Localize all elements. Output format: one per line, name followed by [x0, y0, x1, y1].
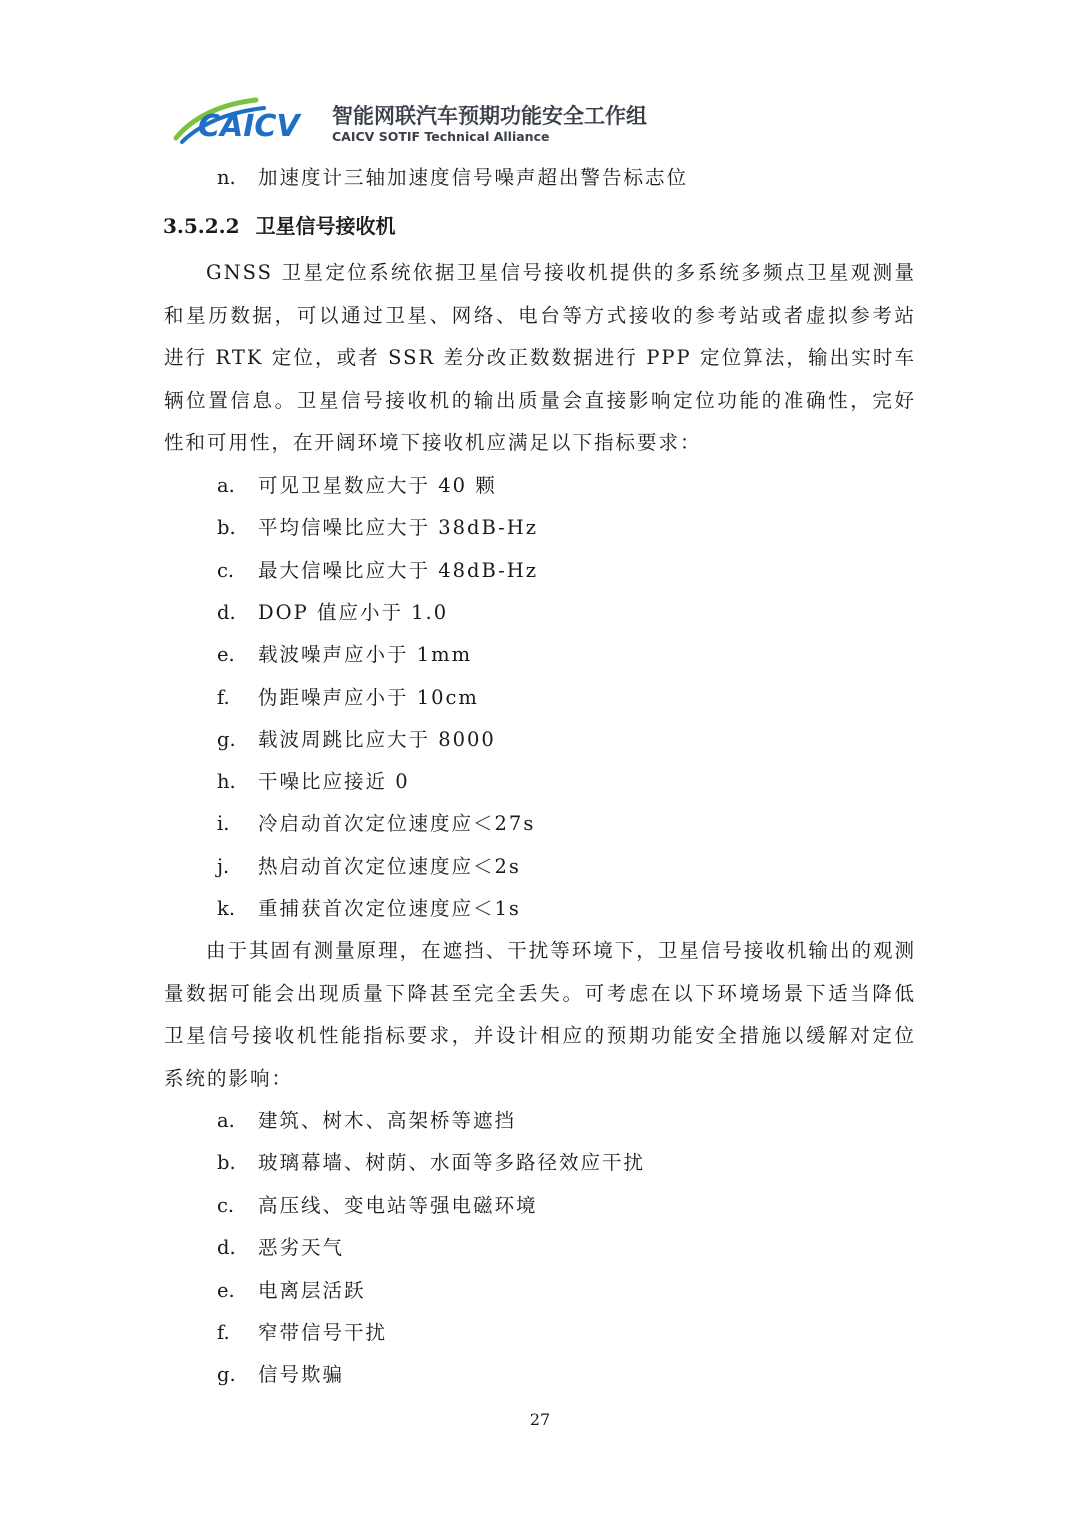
- list-item-text: DOP 值应小于 1.0: [258, 601, 449, 624]
- list-item-letter: k.: [217, 897, 236, 920]
- list-item-letter: n.: [217, 166, 236, 189]
- list-item-text: 冷启动首次定位速度应＜27s: [258, 812, 536, 835]
- list-item-letter: b.: [217, 1151, 236, 1174]
- list-item-text: 干噪比应接近 0: [258, 770, 410, 793]
- list-item-letter: i.: [217, 812, 230, 835]
- caicv-logo: [172, 92, 324, 148]
- paragraph-intro: [164, 252, 916, 465]
- list-item-text: 伪距噪声应小于 10cm: [258, 686, 479, 709]
- list-item-letter: c.: [217, 1194, 235, 1217]
- list-item-text: 玻璃幕墙、树荫、水面等多路径效应干扰: [258, 1151, 646, 1174]
- section-number: 3.5.2.2: [163, 214, 240, 238]
- org-name-cn: 智能网联汽车预期功能安全工作组: [332, 104, 647, 128]
- list-item-text: 窄带信号干扰: [258, 1321, 388, 1344]
- paragraph-environment-text: 由于其固有测量原理，在遮挡、干扰等环境下，卫星信号接收机输出的观测量数据可能会出现质量下降甚至完全丢失。可考虑在以下环境场景下适当降低卫星信号接收机性能指标要求，并设计相应的预期功能安全措施以缓解对定位系统的影响：: [164, 939, 916, 1090]
- list-item-letter: f.: [217, 1321, 230, 1344]
- list-item-text: 电离层活跃: [258, 1279, 366, 1302]
- paragraph-intro-text: GNSS 卫星定位系统依据卫星信号接收机提供的多系统多频点卫星观测量和星历数据，可以通过卫星、网络、电台等方式接收的参考站或者虚拟参考站进行 RTK 定位，或者 SSR 差分改正数数据进行 PPP 定位算法，输出实时车辆位置信息。卫星信号接收机的输出质量会直接影响定位功能的准确性，完好性和可用性，在开阔环境下接收机应满足以下指标要求：: [164, 261, 916, 454]
- list-item-letter: a.: [217, 1109, 235, 1132]
- page-number: 27: [529, 1410, 551, 1429]
- section-heading: [163, 212, 396, 240]
- list-item-text: 高压线、变电站等强电磁环境: [258, 1194, 538, 1217]
- list-item-text: 信号欺骗: [258, 1363, 345, 1386]
- list-item-text: 平均信噪比应大于 38dB-Hz: [258, 516, 539, 539]
- list-item-letter: f.: [217, 686, 230, 709]
- list-item-text: 建筑、树木、高架桥等遮挡: [258, 1109, 517, 1132]
- list-item-text: 载波噪声应小于 1mm: [258, 643, 473, 666]
- list-item-text: 最大信噪比应大于 48dB-Hz: [258, 559, 539, 582]
- list-item-text: 加速度计三轴加速度信号噪声超出警告标志位: [258, 166, 689, 189]
- list-item-letter: c.: [217, 559, 235, 582]
- list-item-letter: g.: [217, 1363, 236, 1386]
- list-item-text: 重捕获首次定位速度应＜1s: [258, 897, 521, 920]
- list-item-letter: j.: [217, 855, 230, 878]
- list-item-text: 恶劣天气: [258, 1236, 345, 1259]
- list-item-letter: e.: [217, 643, 235, 666]
- section-title: 卫星信号接收机: [255, 214, 396, 238]
- org-name-en: CAICV SOTIF Technical Alliance: [332, 129, 550, 144]
- logo-wordmark: CAICV: [198, 109, 300, 144]
- list-item-text: 可见卫星数应大于 40 颗: [258, 474, 497, 497]
- header: [172, 92, 692, 152]
- list-item-letter: d.: [217, 1236, 236, 1259]
- list-item-letter: a.: [217, 474, 235, 497]
- list-item-letter: h.: [217, 770, 236, 793]
- list-item-letter: d.: [217, 601, 236, 624]
- list-item-text: 载波周跳比应大于 8000: [258, 728, 496, 751]
- paragraph-environment: [164, 930, 916, 1100]
- list-item-text: 热启动首次定位速度应＜2s: [258, 855, 521, 878]
- list-item-letter: e.: [217, 1279, 235, 1302]
- list-item-letter: b.: [217, 516, 236, 539]
- list-item-letter: g.: [217, 728, 236, 751]
